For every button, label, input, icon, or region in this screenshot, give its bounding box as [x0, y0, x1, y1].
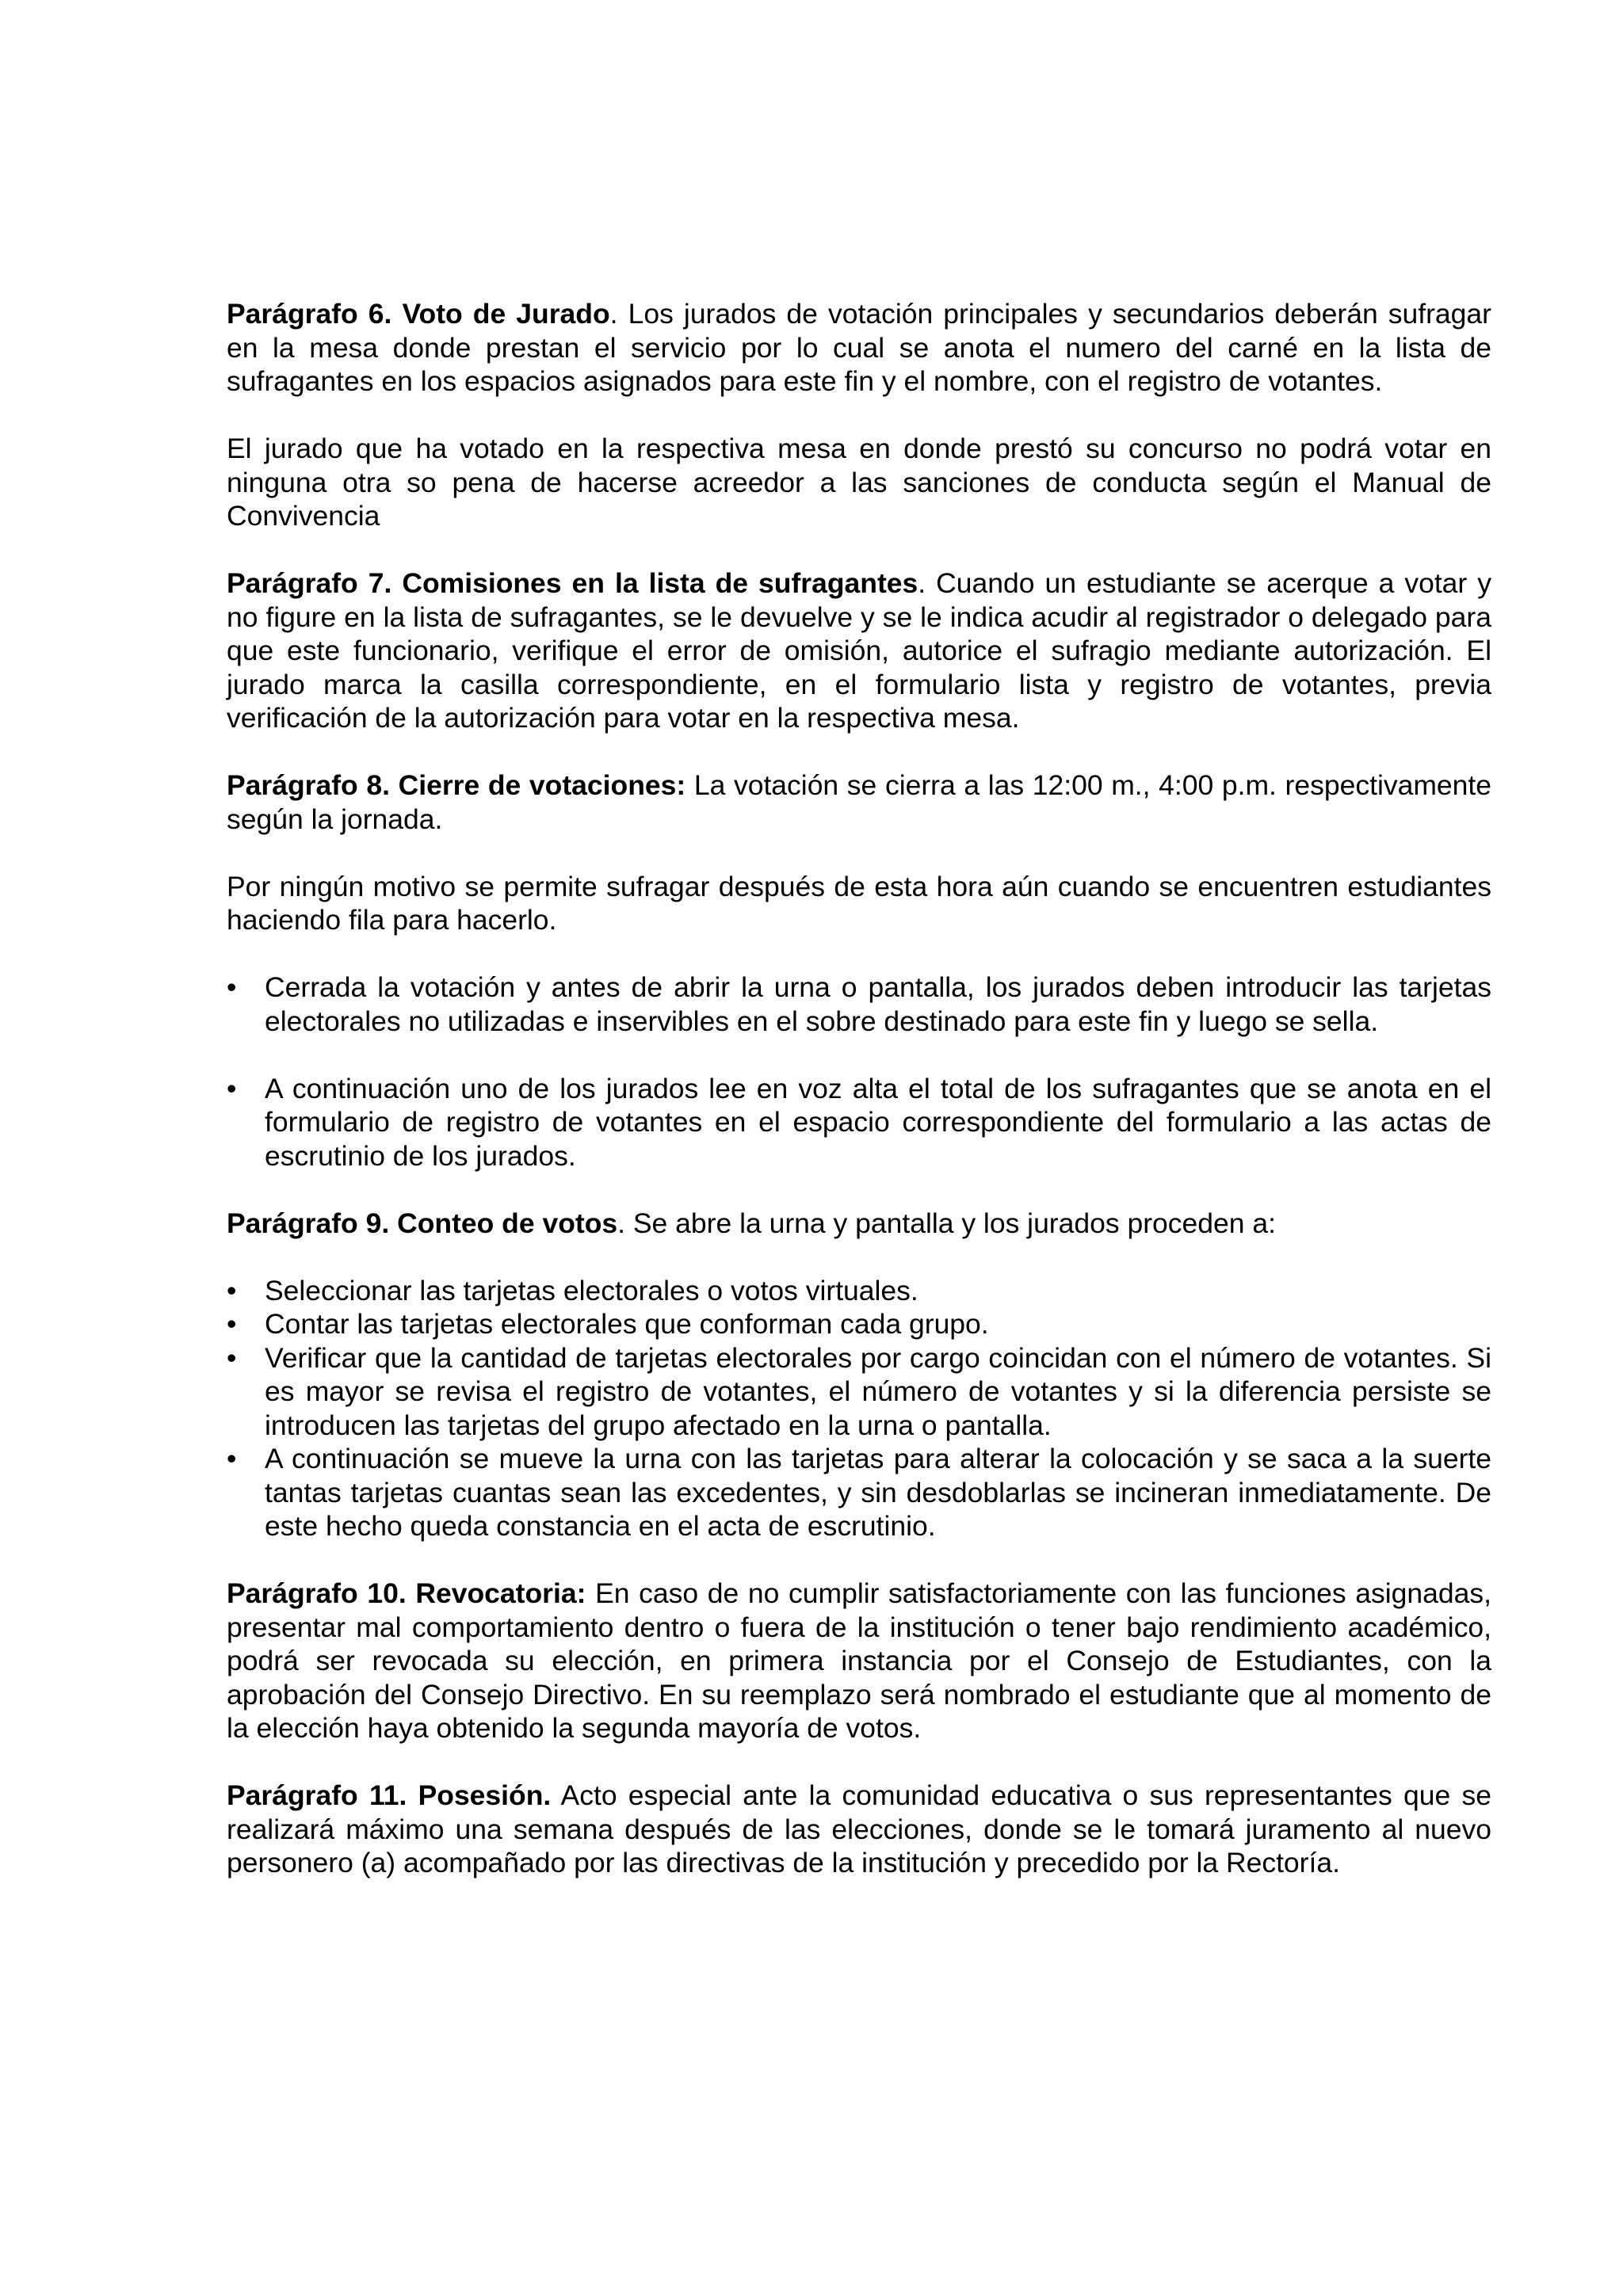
paragraph-8-continuation-text: Por ningún motivo se permite sufragar después de esta hora aún cuando se encuentren estudiantes haciendo fila para hacerlo.: [227, 870, 1491, 936]
paragraph-8: [227, 769, 1491, 836]
paragraph-7-text: . Cuando un estudiante se acerque a votar y no figure en la lista de sufragantes, se le devuelve y se le indica acudir al registrador o delegado para que este funcionario, verifique el error de omisión, autorice el sufragio mediante autorización. El jurado marca la casilla correspondiente, en el formulario lista y registro de votantes, previa verificación de la autorización para votar en la respectiva mesa.: [227, 567, 1491, 734]
list-item: [227, 1072, 1491, 1173]
bullet-list-counting: [227, 1274, 1491, 1543]
paragraph-8-text: La votación se cierra a las 12:00 m., 4:00 p.m. respectivamente según la jornada.: [227, 769, 1491, 835]
list-item-text: Verificar que la cantidad de tarjetas electorales por cargo coincidan con el número de votantes. Si es mayor se revisa el registro de votantes, el número de votantes y si la diferencia persiste se introducen las tarjetas del grupo afectado en la urna o pantalla.: [265, 1341, 1491, 1441]
paragraph-6-continuation: [227, 432, 1491, 533]
bullet-icon: •: [227, 1274, 237, 1306]
paragraph-9-heading: Parágrafo 9. Conteo de votos: [227, 1207, 618, 1239]
bullet-icon: •: [227, 1072, 237, 1104]
paragraph-6-continuation-text: El jurado que ha votado en la respectiva mesa en donde prestó su concurso no podrá votar en ninguna otra so pena de hacerse acreedor a las sanciones de conducta según el Manual de Convivencia: [227, 433, 1491, 532]
document-page: [227, 297, 1491, 1913]
paragraph-7-heading: Parágrafo 7. Comisiones en la lista de sufragantes: [227, 567, 918, 599]
list-item: [227, 971, 1491, 1038]
list-item-text: Contar las tarjetas electorales que conforman cada grupo.: [265, 1308, 989, 1340]
paragraph-10: [227, 1577, 1491, 1745]
bullet-list-closing: [227, 971, 1491, 1038]
paragraph-8-continuation: [227, 870, 1491, 937]
paragraph-9: [227, 1207, 1491, 1241]
bullet-icon: •: [227, 1443, 237, 1474]
list-item: [227, 1341, 1491, 1443]
bullet-icon: •: [227, 971, 237, 1003]
paragraph-6: [227, 297, 1491, 399]
paragraph-11-heading: Parágrafo 11. Posesión.: [227, 1779, 552, 1811]
bullet-icon: •: [227, 1308, 237, 1340]
paragraph-11: [227, 1779, 1491, 1880]
paragraph-11-text: Acto especial ante la comunidad educativa o sus representantes que se realizará máximo una semana después de las elecciones, donde se le tomará juramento al nuevo personero (a) acompañado por las directivas de la institución y precedido por la Rectoría.: [227, 1779, 1491, 1878]
paragraph-6-heading: Parágrafo 6. Voto de Jurado: [227, 298, 610, 330]
list-item: [227, 1307, 1491, 1341]
paragraph-8-heading: Parágrafo 8. Cierre de votaciones:: [227, 769, 686, 801]
list-item: [227, 1274, 1491, 1308]
list-item-text: Cerrada la votación y antes de abrir la urna o pantalla, los jurados deben introducir las tarjetas electorales no utilizadas e inservibles en el sobre destinado para este fin y luego se sella.: [265, 971, 1491, 1037]
paragraph-6-text: . Los jurados de votación principales y secundarios deberán sufragar en la mesa donde prestan el servicio por lo cual se anota el numero del carné en la lista de sufragantes en los espacios asignados para este fin y el nombre, con el registro de votantes.: [227, 298, 1491, 397]
paragraph-9-text: . Se abre la urna y pantalla y los jurados proceden a:: [617, 1207, 1276, 1239]
list-item-text: Seleccionar las tarjetas electorales o votos virtuales.: [265, 1274, 918, 1306]
list-item-text: A continuación uno de los jurados lee en voz alta el total de los sufragantes que se anota en el formulario de registro de votantes en el espacio correspondiente del formulario a las actas de escrutinio de los jurados.: [265, 1072, 1491, 1172]
paragraph-10-heading: Parágrafo 10. Revocatoria:: [227, 1577, 586, 1609]
paragraph-10-text: En caso de no cumplir satisfactoriamente con las funciones asignadas, presentar mal comportamiento dentro o fuera de la institución o tener bajo rendimiento académico, podrá ser revocada su elección, en primera instancia por el Consejo de Estudiantes, con la aprobación del Consejo Directivo. En su reemplazo será nombrado el estudiante que al momento de la elección haya obtenido la segunda mayoría de votos.: [227, 1577, 1491, 1744]
bullet-icon: •: [227, 1341, 237, 1374]
bullet-list-reading: [227, 1072, 1491, 1173]
paragraph-7: [227, 566, 1491, 735]
list-item: [227, 1442, 1491, 1543]
list-item-text: A continuación se mueve la urna con las tarjetas para alterar la colocación y se saca a la suerte tantas tarjetas cuantas sean las excedentes, y sin desdoblarlas se incineran inmediatamente. De este hecho queda constancia en el acta de escrutinio.: [265, 1443, 1491, 1542]
